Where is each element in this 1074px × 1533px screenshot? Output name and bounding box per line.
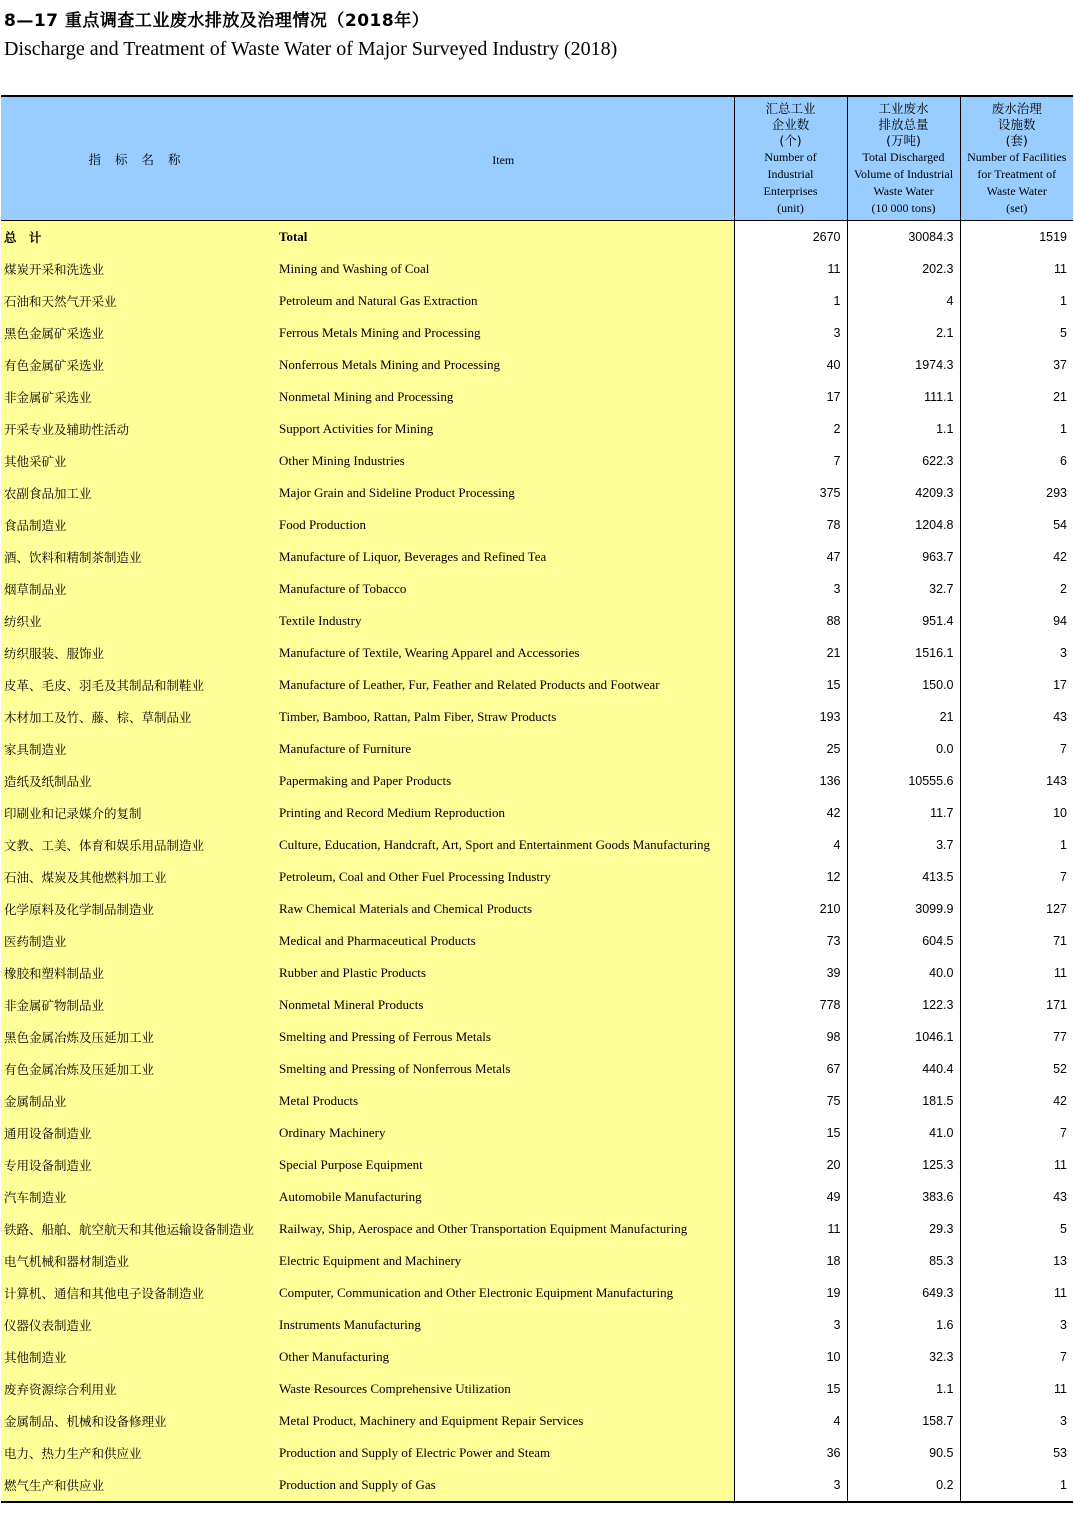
row-name-cn: 计算机、通信和其他电子设备制造业 (1, 1277, 273, 1309)
row-name-en: Support Activities for Mining (273, 413, 734, 445)
row-name-en: Nonmetal Mining and Processing (273, 381, 734, 413)
row-name-cn: 木材加工及竹、藤、棕、草制品业 (1, 701, 273, 733)
row-name-en: Metal Product, Machinery and Equipment Repair Services (273, 1405, 734, 1437)
cell-enterprises: 73 (734, 925, 847, 957)
cell-discharged: 413.5 (847, 861, 960, 893)
table-row (1, 285, 1073, 317)
cell-enterprises: 778 (734, 989, 847, 1021)
row-name-cn: 石油和天然气开采业 (1, 285, 273, 317)
cell-facilities: 1 (960, 1469, 1073, 1502)
row-name-cn: 有色金属冶炼及压延加工业 (1, 1053, 273, 1085)
header-enterprises: 汇总工业 企业数 (个) Number of Industrial Enterprises (unit) (734, 96, 847, 221)
cell-facilities: 5 (960, 317, 1073, 349)
table-row (1, 573, 1073, 605)
cell-discharged: 4209.3 (847, 477, 960, 509)
row-name-cn: 化学原料及化学制品制造业 (1, 893, 273, 925)
cell-enterprises: 67 (734, 1053, 847, 1085)
table-row (1, 637, 1073, 669)
row-name-en: Nonmetal Mineral Products (273, 989, 734, 1021)
row-name-cn: 电气机械和器材制造业 (1, 1245, 273, 1277)
row-name-cn: 文教、工美、体育和娱乐用品制造业 (1, 829, 273, 861)
table-row (1, 1181, 1073, 1213)
header-item-en: Item (273, 96, 734, 221)
cell-discharged: 1516.1 (847, 637, 960, 669)
cell-enterprises: 12 (734, 861, 847, 893)
cell-discharged: 4 (847, 285, 960, 317)
cell-facilities: 53 (960, 1437, 1073, 1469)
cell-enterprises: 39 (734, 957, 847, 989)
row-name-en: Petroleum, Coal and Other Fuel Processing Industry (273, 861, 734, 893)
table-title-cn: 8—17 重点调查工业废水排放及治理情况（2018年） (4, 11, 430, 31)
table-row (1, 1117, 1073, 1149)
cell-facilities: 13 (960, 1245, 1073, 1277)
row-name-en: Production and Supply of Gas (273, 1469, 734, 1502)
cell-discharged: 181.5 (847, 1085, 960, 1117)
cell-facilities: 54 (960, 509, 1073, 541)
row-name-en: Other Manufacturing (273, 1341, 734, 1373)
cell-enterprises: 42 (734, 797, 847, 829)
row-name-en: Major Grain and Sideline Product Processing (273, 477, 734, 509)
row-name-en: Manufacture of Leather, Fur, Feather and Related Products and Footwear (273, 669, 734, 701)
cell-facilities: 37 (960, 349, 1073, 381)
table-row (1, 1245, 1073, 1277)
row-name-cn: 食品制造业 (1, 509, 273, 541)
row-name-cn: 通用设备制造业 (1, 1117, 273, 1149)
cell-facilities: 171 (960, 989, 1073, 1021)
row-name-cn: 纺织业 (1, 605, 273, 637)
table-row (1, 1149, 1073, 1181)
row-name-cn: 仪器仪表制造业 (1, 1309, 273, 1341)
row-name-cn: 酒、饮料和精制茶制造业 (1, 541, 273, 573)
cell-facilities: 3 (960, 1309, 1073, 1341)
cell-enterprises: 11 (734, 1213, 847, 1245)
cell-enterprises: 7 (734, 445, 847, 477)
table-row (1, 669, 1073, 701)
row-name-cn: 其他制造业 (1, 1341, 273, 1373)
row-name-en: Nonferrous Metals Mining and Processing (273, 349, 734, 381)
cell-facilities: 1 (960, 285, 1073, 317)
cell-enterprises: 4 (734, 1405, 847, 1437)
row-name-en: Rubber and Plastic Products (273, 957, 734, 989)
header-facilities: 废水治理 设施数 (套) Number of Facilities for Treatment of Waste Water (set) (960, 96, 1073, 221)
cell-discharged: 604.5 (847, 925, 960, 957)
row-name-en: Timber, Bamboo, Rattan, Palm Fiber, Straw Products (273, 701, 734, 733)
row-name-en: Raw Chemical Materials and Chemical Products (273, 893, 734, 925)
table-row (1, 957, 1073, 989)
cell-enterprises: 15 (734, 669, 847, 701)
cell-facilities: 43 (960, 1181, 1073, 1213)
row-name-en: Printing and Record Medium Reproduction (273, 797, 734, 829)
cell-discharged: 1046.1 (847, 1021, 960, 1053)
cell-enterprises: 2670 (734, 221, 847, 254)
cell-facilities: 127 (960, 893, 1073, 925)
row-name-en: Computer, Communication and Other Electronic Equipment Manufacturing (273, 1277, 734, 1309)
table-row (1, 701, 1073, 733)
cell-facilities: 1 (960, 829, 1073, 861)
table-row (1, 1277, 1073, 1309)
cell-enterprises: 136 (734, 765, 847, 797)
cell-facilities: 21 (960, 381, 1073, 413)
cell-discharged: 111.1 (847, 381, 960, 413)
table-row (1, 989, 1073, 1021)
table-row (1, 765, 1073, 797)
row-name-en: Electric Equipment and Machinery (273, 1245, 734, 1277)
row-name-en: Waste Resources Comprehensive Utilization (273, 1373, 734, 1405)
table-row (1, 925, 1073, 957)
cell-discharged: 649.3 (847, 1277, 960, 1309)
cell-discharged: 150.0 (847, 669, 960, 701)
table-body (1, 221, 1073, 1503)
row-name-en: Ferrous Metals Mining and Processing (273, 317, 734, 349)
header-row (1, 96, 1073, 221)
row-name-en: Manufacture of Textile, Wearing Apparel and Accessories (273, 637, 734, 669)
cell-facilities: 42 (960, 1085, 1073, 1117)
table-title-en: Discharge and Treatment of Waste Water of Major Surveyed Industry (2018) (4, 38, 618, 60)
cell-enterprises: 20 (734, 1149, 847, 1181)
cell-discharged: 1.1 (847, 413, 960, 445)
cell-discharged: 1.6 (847, 1309, 960, 1341)
cell-discharged: 85.3 (847, 1245, 960, 1277)
row-name-en: Ordinary Machinery (273, 1117, 734, 1149)
row-name-cn: 电力、热力生产和供应业 (1, 1437, 273, 1469)
table-header (1, 96, 1073, 221)
cell-facilities: 11 (960, 1149, 1073, 1181)
table-row (1, 1213, 1073, 1245)
table-row (1, 1437, 1073, 1469)
row-name-en: Railway, Ship, Aerospace and Other Transportation Equipment Manufacturing (273, 1213, 734, 1245)
cell-facilities: 43 (960, 701, 1073, 733)
row-name-en: Production and Supply of Electric Power and Steam (273, 1437, 734, 1469)
row-name-cn: 非金属矿采选业 (1, 381, 273, 413)
table-row (1, 861, 1073, 893)
cell-discharged: 951.4 (847, 605, 960, 637)
table-row (1, 317, 1073, 349)
cell-facilities: 42 (960, 541, 1073, 573)
cell-enterprises: 36 (734, 1437, 847, 1469)
cell-enterprises: 10 (734, 1341, 847, 1373)
cell-facilities: 3 (960, 637, 1073, 669)
cell-facilities: 94 (960, 605, 1073, 637)
cell-discharged: 1.1 (847, 1373, 960, 1405)
row-name-cn: 金属制品业 (1, 1085, 273, 1117)
row-name-cn: 农副食品加工业 (1, 477, 273, 509)
cell-discharged: 21 (847, 701, 960, 733)
cell-enterprises: 25 (734, 733, 847, 765)
cell-discharged: 32.3 (847, 1341, 960, 1373)
row-name-cn: 石油、煤炭及其他燃料加工业 (1, 861, 273, 893)
row-name-cn: 黑色金属矿采选业 (1, 317, 273, 349)
row-name-en: Manufacture of Liquor, Beverages and Refined Tea (273, 541, 734, 573)
cell-facilities: 2 (960, 573, 1073, 605)
cell-enterprises: 375 (734, 477, 847, 509)
cell-enterprises: 75 (734, 1085, 847, 1117)
row-name-cn: 黑色金属冶炼及压延加工业 (1, 1021, 273, 1053)
header-discharged: 工业废水 排放总量 (万吨) Total Discharged Volume of Industrial Waste Water (10 000 tons) (847, 96, 960, 221)
cell-discharged: 41.0 (847, 1117, 960, 1149)
row-name-cn: 印刷业和记录媒介的复制 (1, 797, 273, 829)
cell-enterprises: 21 (734, 637, 847, 669)
cell-facilities: 11 (960, 253, 1073, 285)
table-row (1, 413, 1073, 445)
cell-discharged: 32.7 (847, 573, 960, 605)
cell-enterprises: 3 (734, 573, 847, 605)
table-row (1, 1085, 1073, 1117)
cell-enterprises: 18 (734, 1245, 847, 1277)
cell-facilities: 5 (960, 1213, 1073, 1245)
cell-enterprises: 2 (734, 413, 847, 445)
row-name-cn: 医药制造业 (1, 925, 273, 957)
cell-enterprises: 40 (734, 349, 847, 381)
table-row (1, 253, 1073, 285)
cell-facilities: 3 (960, 1405, 1073, 1437)
cell-facilities: 10 (960, 797, 1073, 829)
row-name-en: Total (273, 221, 734, 254)
table-row (1, 381, 1073, 413)
table-row (1, 477, 1073, 509)
cell-facilities: 7 (960, 1117, 1073, 1149)
cell-discharged: 30084.3 (847, 221, 960, 254)
row-name-cn: 开采专业及辅助性活动 (1, 413, 273, 445)
table-row (1, 509, 1073, 541)
row-name-en: Manufacture of Furniture (273, 733, 734, 765)
table-row (1, 1469, 1073, 1502)
row-name-en: Smelting and Pressing of Ferrous Metals (273, 1021, 734, 1053)
row-name-cn: 皮革、毛皮、羽毛及其制品和制鞋业 (1, 669, 273, 701)
cell-discharged: 2.1 (847, 317, 960, 349)
cell-enterprises: 19 (734, 1277, 847, 1309)
table-row (1, 1309, 1073, 1341)
cell-discharged: 1204.8 (847, 509, 960, 541)
row-name-cn: 燃气生产和供应业 (1, 1469, 273, 1502)
cell-discharged: 0.0 (847, 733, 960, 765)
row-name-cn: 橡胶和塑料制品业 (1, 957, 273, 989)
cell-facilities: 7 (960, 733, 1073, 765)
row-name-cn: 其他采矿业 (1, 445, 273, 477)
table-row (1, 1405, 1073, 1437)
cell-enterprises: 3 (734, 1309, 847, 1341)
cell-enterprises: 17 (734, 381, 847, 413)
table-row (1, 1341, 1073, 1373)
cell-facilities: 17 (960, 669, 1073, 701)
row-name-en: Manufacture of Tobacco (273, 573, 734, 605)
row-name-en: Medical and Pharmaceutical Products (273, 925, 734, 957)
row-name-cn: 总 计 (1, 221, 273, 254)
row-name-cn: 纺织服装、服饰业 (1, 637, 273, 669)
cell-enterprises: 98 (734, 1021, 847, 1053)
table-row (1, 349, 1073, 381)
cell-discharged: 3099.9 (847, 893, 960, 925)
cell-discharged: 440.4 (847, 1053, 960, 1085)
cell-facilities: 52 (960, 1053, 1073, 1085)
row-name-en: Smelting and Pressing of Nonferrous Metals (273, 1053, 734, 1085)
cell-facilities: 6 (960, 445, 1073, 477)
table-row (1, 797, 1073, 829)
cell-facilities: 11 (960, 1277, 1073, 1309)
row-name-en: Special Purpose Equipment (273, 1149, 734, 1181)
header-item-cn: 指 标 名 称 (1, 96, 273, 221)
cell-facilities: 143 (960, 765, 1073, 797)
cell-discharged: 90.5 (847, 1437, 960, 1469)
cell-enterprises: 88 (734, 605, 847, 637)
cell-discharged: 158.7 (847, 1405, 960, 1437)
waste-water-table (1, 95, 1073, 1503)
row-name-en: Mining and Washing of Coal (273, 253, 734, 285)
cell-discharged: 622.3 (847, 445, 960, 477)
cell-discharged: 125.3 (847, 1149, 960, 1181)
cell-enterprises: 47 (734, 541, 847, 573)
cell-enterprises: 15 (734, 1117, 847, 1149)
cell-enterprises: 49 (734, 1181, 847, 1213)
row-name-en: Instruments Manufacturing (273, 1309, 734, 1341)
cell-enterprises: 11 (734, 253, 847, 285)
cell-discharged: 40.0 (847, 957, 960, 989)
cell-facilities: 7 (960, 861, 1073, 893)
row-name-en: Metal Products (273, 1085, 734, 1117)
row-name-en: Other Mining Industries (273, 445, 734, 477)
cell-enterprises: 4 (734, 829, 847, 861)
row-name-cn: 烟草制品业 (1, 573, 273, 605)
row-name-cn: 汽车制造业 (1, 1181, 273, 1213)
row-name-en: Food Production (273, 509, 734, 541)
cell-enterprises: 3 (734, 1469, 847, 1502)
cell-discharged: 11.7 (847, 797, 960, 829)
table-row (1, 733, 1073, 765)
cell-discharged: 202.3 (847, 253, 960, 285)
cell-facilities: 77 (960, 1021, 1073, 1053)
row-name-cn: 废弃资源综合利用业 (1, 1373, 273, 1405)
cell-facilities: 1 (960, 413, 1073, 445)
table-row (1, 893, 1073, 925)
row-name-cn: 非金属矿物制品业 (1, 989, 273, 1021)
row-name-cn: 有色金属矿采选业 (1, 349, 273, 381)
row-name-cn: 煤炭开采和洗选业 (1, 253, 273, 285)
row-name-en: Automobile Manufacturing (273, 1181, 734, 1213)
table-row (1, 1021, 1073, 1053)
cell-facilities: 7 (960, 1341, 1073, 1373)
total-row (1, 221, 1073, 254)
cell-facilities: 71 (960, 925, 1073, 957)
table-row (1, 541, 1073, 573)
row-name-en: Culture, Education, Handcraft, Art, Sport and Entertainment Goods Manufacturing (273, 829, 734, 861)
table-row (1, 1053, 1073, 1085)
cell-enterprises: 210 (734, 893, 847, 925)
cell-facilities: 293 (960, 477, 1073, 509)
cell-enterprises: 1 (734, 285, 847, 317)
cell-discharged: 383.6 (847, 1181, 960, 1213)
cell-enterprises: 15 (734, 1373, 847, 1405)
cell-discharged: 29.3 (847, 1213, 960, 1245)
cell-enterprises: 3 (734, 317, 847, 349)
cell-discharged: 3.7 (847, 829, 960, 861)
row-name-cn: 造纸及纸制品业 (1, 765, 273, 797)
cell-discharged: 963.7 (847, 541, 960, 573)
table-row (1, 605, 1073, 637)
row-name-cn: 金属制品、机械和设备修理业 (1, 1405, 273, 1437)
row-name-en: Textile Industry (273, 605, 734, 637)
row-name-cn: 家具制造业 (1, 733, 273, 765)
table-row (1, 829, 1073, 861)
cell-discharged: 122.3 (847, 989, 960, 1021)
table-row (1, 445, 1073, 477)
row-name-cn: 专用设备制造业 (1, 1149, 273, 1181)
cell-discharged: 0.2 (847, 1469, 960, 1502)
cell-facilities: 1519 (960, 221, 1073, 254)
cell-enterprises: 193 (734, 701, 847, 733)
cell-discharged: 10555.6 (847, 765, 960, 797)
row-name-en: Papermaking and Paper Products (273, 765, 734, 797)
cell-discharged: 1974.3 (847, 349, 960, 381)
cell-facilities: 11 (960, 1373, 1073, 1405)
row-name-cn: 铁路、船舶、航空航天和其他运输设备制造业 (1, 1213, 273, 1245)
table-row (1, 1373, 1073, 1405)
row-name-en: Petroleum and Natural Gas Extraction (273, 285, 734, 317)
cell-enterprises: 78 (734, 509, 847, 541)
cell-facilities: 11 (960, 957, 1073, 989)
